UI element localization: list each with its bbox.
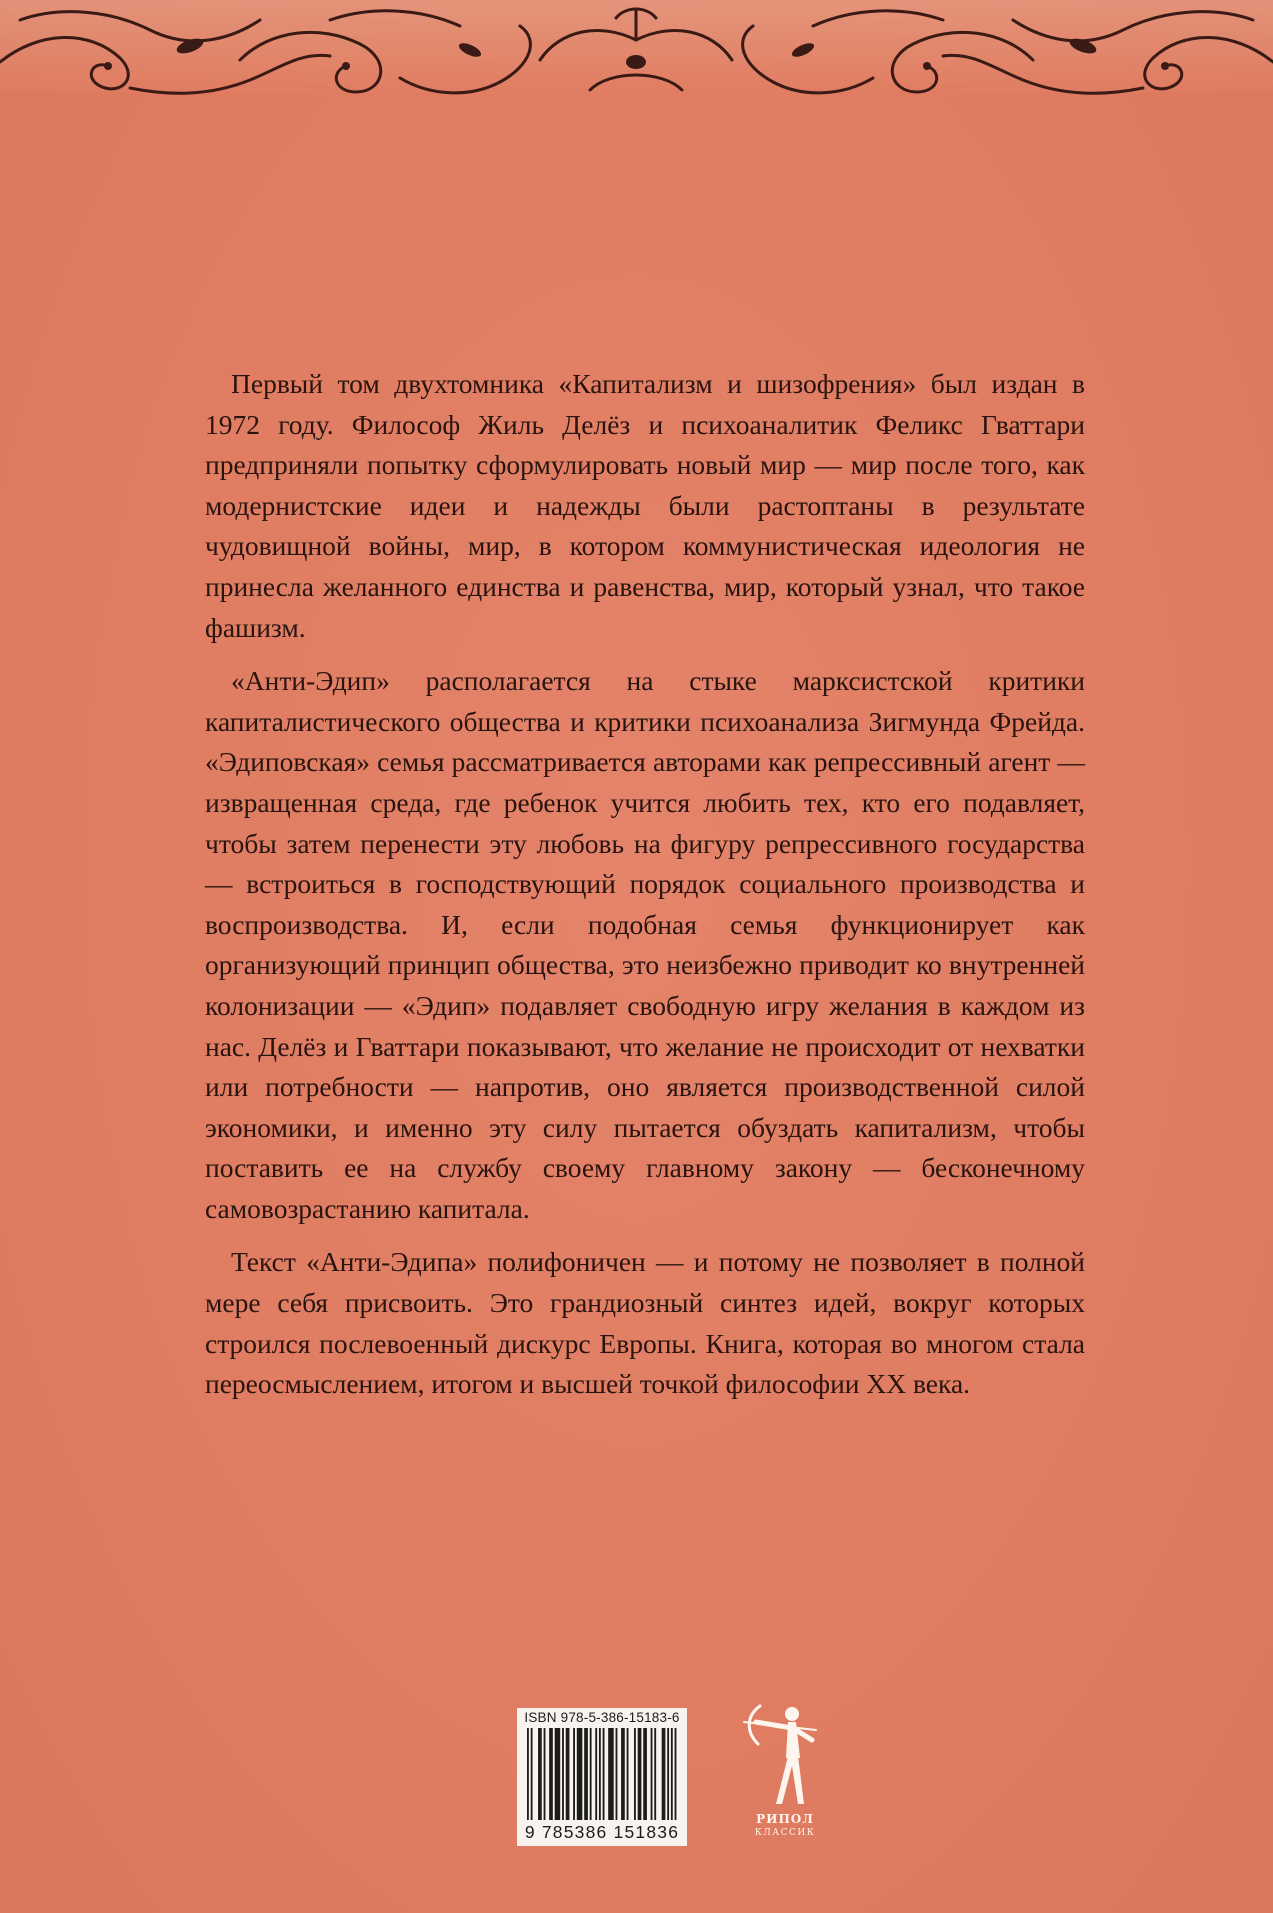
description-paragraph: «Анти-Эдип» располагается на стыке марксистской критики капиталистического общества и критики психоанализа Зигмунда Фрейда. «Эдиповская» семья рассматривается авторами как репрессивный агент — извращенная среда, где ребенок учится любить тех, кто его подавляет, чтобы затем перенести эту любовь на фигуру репрессивного государства — встроиться в господствующий порядок социального производства и воспроизводства. И, если подобная семья функционирует как организующий принцип общества, это неизбежно приводит ко внутренней колонизации — «Эдип» подавляет свободную игру желания в каждом из нас. Делёз и Гваттари показывают, что желание не происходит от нехватки или потребности — напротив, оно является производственной силой экономики, и именно эту силу пытается обуздать капитализм, чтобы поставить ее на службу своему главному закону — бесконечному самовозрастанию капитала. — [205, 665, 1085, 1224]
baroque-ornament-icon — [0, 0, 1273, 110]
publisher-series: КЛАССИК — [754, 1828, 816, 1838]
isbn-barcode — [517, 1708, 687, 1846]
book-description — [205, 364, 1085, 1418]
description-paragraph: Первый том двухтомника «Капитализм и шизофрения» был издан в 1972 году. Философ Жиль Делёз и психоаналитик Феликс Гваттари предприняли попытку сформулировать новый мир — мир после того, как модернистские идеи и надежды были растоптаны в результате чудовищной войны, мир, в котором коммунистическая идеология не принесла желанного единства и равенства, мир, который узнал, что такое фашизм. — [205, 368, 1085, 643]
publisher-name: РИПОЛ — [756, 1812, 814, 1826]
description-paragraph: Текст «Анти-Эдипа» полифоничен — и потому не позволяет в полной мере себя присвоить. Это грандиозный синтез идей, вокруг которых строился послевоенный дискурс Европы. Книга, которая во многом стала переосмыслением, итогом и высшей точкой философии XX века. — [205, 1246, 1085, 1400]
barcode-icon — [525, 1728, 679, 1822]
publisher-logo — [730, 1700, 840, 1850]
archer-logo-icon — [730, 1700, 840, 1810]
barcode-digits: 9 785386 151836 — [524, 1822, 680, 1842]
isbn-label: ISBN 978-5-386-15183-6 — [524, 1710, 680, 1725]
